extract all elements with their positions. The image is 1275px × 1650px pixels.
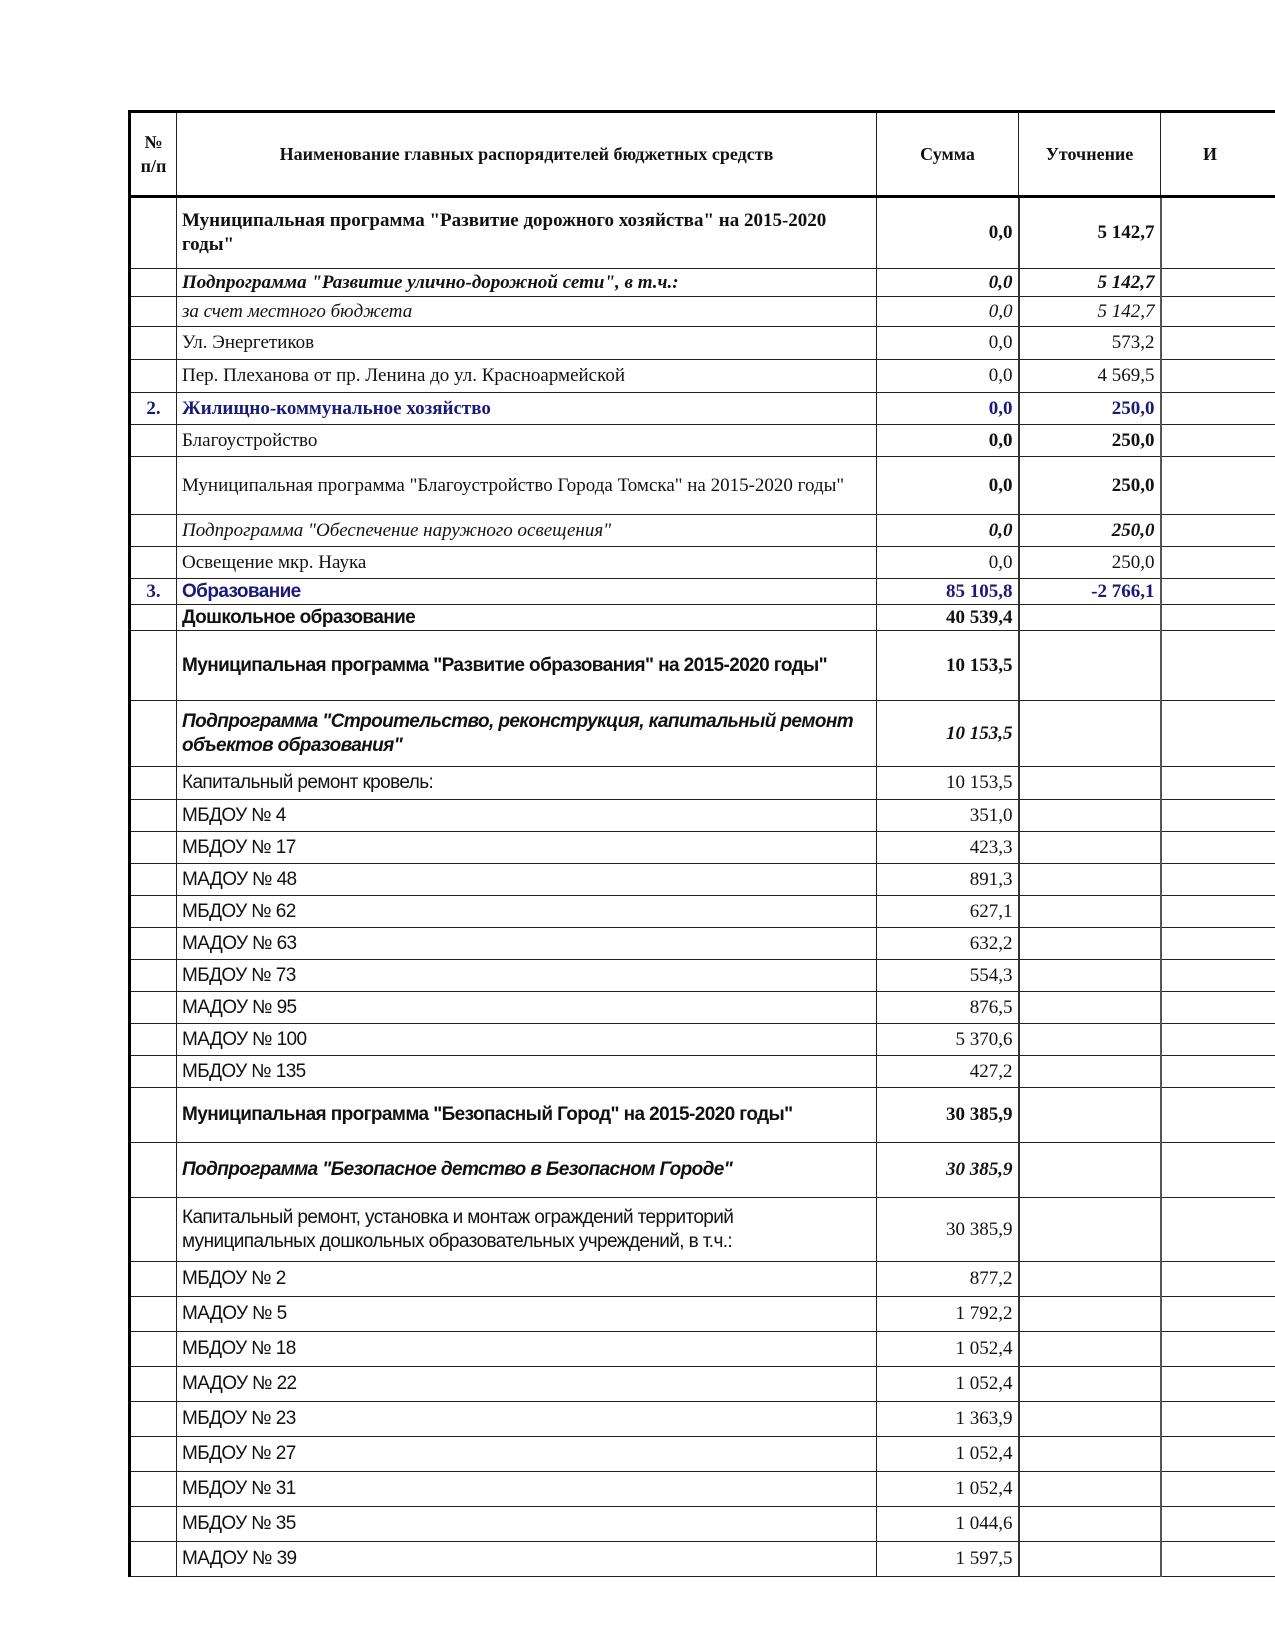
table-row bbox=[130, 425, 1275, 457]
row-number bbox=[130, 1472, 177, 1507]
row-last-cell bbox=[1161, 832, 1275, 864]
table-row bbox=[130, 928, 1275, 960]
row-number bbox=[130, 1056, 177, 1088]
row-sum: 1 597,5 bbox=[877, 1542, 1019, 1577]
row-name: за счет местного бюджета bbox=[177, 297, 877, 327]
table-row bbox=[130, 360, 1275, 393]
row-sum: 0,0 bbox=[877, 197, 1019, 269]
row-sum: 10 153,5 bbox=[877, 767, 1019, 800]
row-number bbox=[130, 896, 177, 928]
table-row bbox=[130, 1402, 1275, 1437]
row-refinement bbox=[1019, 1542, 1161, 1577]
row-number bbox=[130, 297, 177, 327]
row-refinement: 250,0 bbox=[1019, 515, 1161, 547]
row-refinement bbox=[1019, 864, 1161, 896]
row-name: Ул. Энергетиков bbox=[177, 327, 877, 360]
row-number bbox=[130, 1367, 177, 1402]
row-name: МАДОУ № 5 bbox=[177, 1297, 877, 1332]
header-refinement: Уточнение bbox=[1019, 112, 1161, 197]
row-sum: 0,0 bbox=[877, 393, 1019, 425]
row-number bbox=[130, 515, 177, 547]
row-number bbox=[130, 1088, 177, 1143]
row-refinement bbox=[1019, 928, 1161, 960]
row-name: МАДОУ № 22 bbox=[177, 1367, 877, 1402]
row-number bbox=[130, 701, 177, 767]
row-refinement bbox=[1019, 1198, 1161, 1262]
row-name: МБДОУ № 2 bbox=[177, 1262, 877, 1297]
row-last-cell bbox=[1161, 1262, 1275, 1297]
row-name: МАДОУ № 39 bbox=[177, 1542, 877, 1577]
row-sum: 423,3 bbox=[877, 832, 1019, 864]
row-sum: 1 052,4 bbox=[877, 1367, 1019, 1402]
row-last-cell bbox=[1161, 547, 1275, 579]
row-sum: 1 052,4 bbox=[877, 1472, 1019, 1507]
row-refinement: 250,0 bbox=[1019, 393, 1161, 425]
row-number bbox=[130, 800, 177, 832]
row-refinement bbox=[1019, 767, 1161, 800]
row-last-cell bbox=[1161, 360, 1275, 393]
row-name: МБДОУ № 4 bbox=[177, 800, 877, 832]
row-number bbox=[130, 992, 177, 1024]
row-last-cell bbox=[1161, 767, 1275, 800]
row-sum: 40 539,4 bbox=[877, 605, 1019, 631]
row-sum: 1 363,9 bbox=[877, 1402, 1019, 1437]
row-refinement: 250,0 bbox=[1019, 457, 1161, 515]
row-refinement: 573,2 bbox=[1019, 327, 1161, 360]
row-name: Муниципальная программа "Развитие образования" на 2015-2020 годы" bbox=[177, 631, 877, 701]
row-name: Благоустройство bbox=[177, 425, 877, 457]
row-sum: 1 792,2 bbox=[877, 1297, 1019, 1332]
row-sum: 0,0 bbox=[877, 457, 1019, 515]
row-name: Капитальный ремонт, установка и монтаж ограждений территорий муниципальных дошкольных образовательных учреждений, в т.ч.: bbox=[177, 1198, 877, 1262]
row-name: МБДОУ № 23 bbox=[177, 1402, 877, 1437]
row-refinement: -2 766,1 bbox=[1019, 579, 1161, 605]
row-name: Освещение мкр. Наука bbox=[177, 547, 877, 579]
row-last-cell bbox=[1161, 631, 1275, 701]
row-name: МБДОУ № 31 bbox=[177, 1472, 877, 1507]
table-row bbox=[130, 547, 1275, 579]
row-refinement bbox=[1019, 800, 1161, 832]
table-row bbox=[130, 1367, 1275, 1402]
row-refinement bbox=[1019, 1056, 1161, 1088]
row-last-cell bbox=[1161, 197, 1275, 269]
table-row bbox=[130, 992, 1275, 1024]
table-row bbox=[130, 800, 1275, 832]
row-number bbox=[130, 605, 177, 631]
row-name: МАДОУ № 63 bbox=[177, 928, 877, 960]
row-sum: 5 370,6 bbox=[877, 1024, 1019, 1056]
row-last-cell bbox=[1161, 1024, 1275, 1056]
row-refinement bbox=[1019, 605, 1161, 631]
row-refinement bbox=[1019, 1024, 1161, 1056]
row-refinement bbox=[1019, 1332, 1161, 1367]
row-number bbox=[130, 360, 177, 393]
header-last-truncated: И bbox=[1161, 112, 1275, 197]
table-row bbox=[130, 896, 1275, 928]
row-number bbox=[130, 1198, 177, 1262]
row-number bbox=[130, 1332, 177, 1367]
row-number bbox=[130, 327, 177, 360]
table-row bbox=[130, 269, 1275, 297]
row-last-cell bbox=[1161, 1472, 1275, 1507]
row-refinement bbox=[1019, 1262, 1161, 1297]
row-number bbox=[130, 269, 177, 297]
table-row bbox=[130, 1056, 1275, 1088]
row-number: 2. bbox=[130, 393, 177, 425]
table-row bbox=[130, 864, 1275, 896]
row-number bbox=[130, 864, 177, 896]
row-name: Муниципальная программа "Благоустройство Города Томска" на 2015-2020 годы" bbox=[177, 457, 877, 515]
table-row bbox=[130, 767, 1275, 800]
row-last-cell bbox=[1161, 1542, 1275, 1577]
row-number bbox=[130, 1437, 177, 1472]
row-sum: 554,3 bbox=[877, 960, 1019, 992]
row-name: Подпрограмма "Безопасное детство в Безопасном Городе" bbox=[177, 1143, 877, 1198]
row-name: МБДОУ № 35 bbox=[177, 1507, 877, 1542]
table-row bbox=[130, 1332, 1275, 1367]
row-number bbox=[130, 1143, 177, 1198]
row-name: Муниципальная программа "Развитие дорожного хозяйства" на 2015-2020 годы" bbox=[177, 197, 877, 269]
row-name: Капитальный ремонт кровель: bbox=[177, 767, 877, 800]
row-refinement bbox=[1019, 960, 1161, 992]
row-last-cell bbox=[1161, 1088, 1275, 1143]
row-sum: 10 153,5 bbox=[877, 701, 1019, 767]
table-row bbox=[130, 297, 1275, 327]
row-name: МБДОУ № 73 bbox=[177, 960, 877, 992]
row-sum: 85 105,8 bbox=[877, 579, 1019, 605]
row-number bbox=[130, 832, 177, 864]
budget-table bbox=[128, 110, 1275, 1577]
row-last-cell bbox=[1161, 701, 1275, 767]
row-refinement bbox=[1019, 1088, 1161, 1143]
row-refinement bbox=[1019, 1367, 1161, 1402]
row-sum: 0,0 bbox=[877, 327, 1019, 360]
table-row bbox=[130, 1262, 1275, 1297]
row-name: МБДОУ № 27 bbox=[177, 1437, 877, 1472]
row-last-cell bbox=[1161, 1198, 1275, 1262]
row-sum: 351,0 bbox=[877, 800, 1019, 832]
table-row bbox=[130, 1198, 1275, 1262]
header-sum: Сумма bbox=[877, 112, 1019, 197]
row-number bbox=[130, 767, 177, 800]
row-name: МБДОУ № 135 bbox=[177, 1056, 877, 1088]
row-sum: 0,0 bbox=[877, 297, 1019, 327]
row-last-cell bbox=[1161, 457, 1275, 515]
row-sum: 427,2 bbox=[877, 1056, 1019, 1088]
table-row bbox=[130, 1437, 1275, 1472]
header-number: № п/п bbox=[130, 112, 177, 197]
row-sum: 30 385,9 bbox=[877, 1088, 1019, 1143]
row-number bbox=[130, 1402, 177, 1437]
row-last-cell bbox=[1161, 269, 1275, 297]
row-last-cell bbox=[1161, 992, 1275, 1024]
row-last-cell bbox=[1161, 1332, 1275, 1367]
row-last-cell bbox=[1161, 1056, 1275, 1088]
row-refinement bbox=[1019, 1402, 1161, 1437]
row-number bbox=[130, 547, 177, 579]
row-sum: 876,5 bbox=[877, 992, 1019, 1024]
row-sum: 632,2 bbox=[877, 928, 1019, 960]
row-sum: 0,0 bbox=[877, 425, 1019, 457]
row-name: МАДОУ № 100 bbox=[177, 1024, 877, 1056]
row-last-cell bbox=[1161, 928, 1275, 960]
row-number bbox=[130, 1507, 177, 1542]
row-refinement bbox=[1019, 631, 1161, 701]
row-refinement: 250,0 bbox=[1019, 425, 1161, 457]
table-row bbox=[130, 1143, 1275, 1198]
row-refinement bbox=[1019, 992, 1161, 1024]
row-sum: 1 052,4 bbox=[877, 1437, 1019, 1472]
row-refinement bbox=[1019, 1437, 1161, 1472]
table-row bbox=[130, 515, 1275, 547]
row-refinement bbox=[1019, 832, 1161, 864]
table-row bbox=[130, 579, 1275, 605]
row-last-cell bbox=[1161, 864, 1275, 896]
table-row bbox=[130, 1024, 1275, 1056]
table-row bbox=[130, 1507, 1275, 1542]
row-last-cell bbox=[1161, 1297, 1275, 1332]
row-sum: 0,0 bbox=[877, 360, 1019, 393]
table-row bbox=[130, 701, 1275, 767]
row-last-cell bbox=[1161, 800, 1275, 832]
row-last-cell bbox=[1161, 960, 1275, 992]
row-sum: 891,3 bbox=[877, 864, 1019, 896]
table-body bbox=[130, 197, 1275, 1577]
row-sum: 627,1 bbox=[877, 896, 1019, 928]
row-number bbox=[130, 197, 177, 269]
row-name: Образование bbox=[177, 579, 877, 605]
row-name: Подпрограмма "Развитие улично-дорожной сети", в т.ч.: bbox=[177, 269, 877, 297]
row-sum: 0,0 bbox=[877, 515, 1019, 547]
row-refinement: 5 142,7 bbox=[1019, 297, 1161, 327]
row-name: МБДОУ № 62 bbox=[177, 896, 877, 928]
row-sum: 30 385,9 bbox=[877, 1198, 1019, 1262]
table-row bbox=[130, 327, 1275, 360]
table-row bbox=[130, 1542, 1275, 1577]
table-row bbox=[130, 631, 1275, 701]
row-last-cell bbox=[1161, 1143, 1275, 1198]
row-sum: 30 385,9 bbox=[877, 1143, 1019, 1198]
row-number bbox=[130, 425, 177, 457]
table-row bbox=[130, 457, 1275, 515]
row-last-cell bbox=[1161, 896, 1275, 928]
row-last-cell bbox=[1161, 1402, 1275, 1437]
row-refinement: 250,0 bbox=[1019, 547, 1161, 579]
row-refinement bbox=[1019, 701, 1161, 767]
row-name: Муниципальная программа "Безопасный Город" на 2015-2020 годы" bbox=[177, 1088, 877, 1143]
row-refinement bbox=[1019, 1143, 1161, 1198]
row-sum: 877,2 bbox=[877, 1262, 1019, 1297]
table-row bbox=[130, 1088, 1275, 1143]
document-page bbox=[128, 110, 1275, 1577]
row-sum: 0,0 bbox=[877, 547, 1019, 579]
table-row bbox=[130, 832, 1275, 864]
row-refinement: 5 142,7 bbox=[1019, 269, 1161, 297]
row-last-cell bbox=[1161, 1367, 1275, 1402]
row-last-cell bbox=[1161, 393, 1275, 425]
row-number bbox=[130, 1262, 177, 1297]
row-sum: 0,0 bbox=[877, 269, 1019, 297]
row-refinement bbox=[1019, 896, 1161, 928]
table-row bbox=[130, 197, 1275, 269]
row-name: МБДОУ № 17 bbox=[177, 832, 877, 864]
row-last-cell bbox=[1161, 1507, 1275, 1542]
row-number bbox=[130, 1297, 177, 1332]
table-row bbox=[130, 1297, 1275, 1332]
row-last-cell bbox=[1161, 327, 1275, 360]
row-name: Пер. Плеханова от пр. Ленина до ул. Красноармейской bbox=[177, 360, 877, 393]
row-sum: 10 153,5 bbox=[877, 631, 1019, 701]
row-last-cell bbox=[1161, 297, 1275, 327]
row-last-cell bbox=[1161, 515, 1275, 547]
table-row bbox=[130, 960, 1275, 992]
row-number bbox=[130, 1024, 177, 1056]
row-refinement: 4 569,5 bbox=[1019, 360, 1161, 393]
row-number bbox=[130, 631, 177, 701]
row-refinement bbox=[1019, 1297, 1161, 1332]
row-name: МБДОУ № 18 bbox=[177, 1332, 877, 1367]
row-last-cell bbox=[1161, 425, 1275, 457]
row-number bbox=[130, 1542, 177, 1577]
table-header-row bbox=[130, 112, 1275, 197]
row-sum: 1 052,4 bbox=[877, 1332, 1019, 1367]
header-name: Наименование главных распорядителей бюджетных средств bbox=[177, 112, 877, 197]
row-name: Подпрограмма "Строительство, реконструкция, капитальный ремонт объектов образования" bbox=[177, 701, 877, 767]
row-name: Подпрограмма "Обеспечение наружного освещения" bbox=[177, 515, 877, 547]
row-refinement bbox=[1019, 1507, 1161, 1542]
row-last-cell bbox=[1161, 579, 1275, 605]
row-name: МАДОУ № 48 bbox=[177, 864, 877, 896]
row-number bbox=[130, 457, 177, 515]
row-last-cell bbox=[1161, 605, 1275, 631]
table-row bbox=[130, 605, 1275, 631]
row-name: Дошкольное образование bbox=[177, 605, 877, 631]
table-row bbox=[130, 1472, 1275, 1507]
row-name: МАДОУ № 95 bbox=[177, 992, 877, 1024]
row-number bbox=[130, 960, 177, 992]
row-refinement: 5 142,7 bbox=[1019, 197, 1161, 269]
row-refinement bbox=[1019, 1472, 1161, 1507]
row-number bbox=[130, 928, 177, 960]
row-sum: 1 044,6 bbox=[877, 1507, 1019, 1542]
table-row bbox=[130, 393, 1275, 425]
row-last-cell bbox=[1161, 1437, 1275, 1472]
row-name: Жилищно-коммунальное хозяйство bbox=[177, 393, 877, 425]
row-number: 3. bbox=[130, 579, 177, 605]
